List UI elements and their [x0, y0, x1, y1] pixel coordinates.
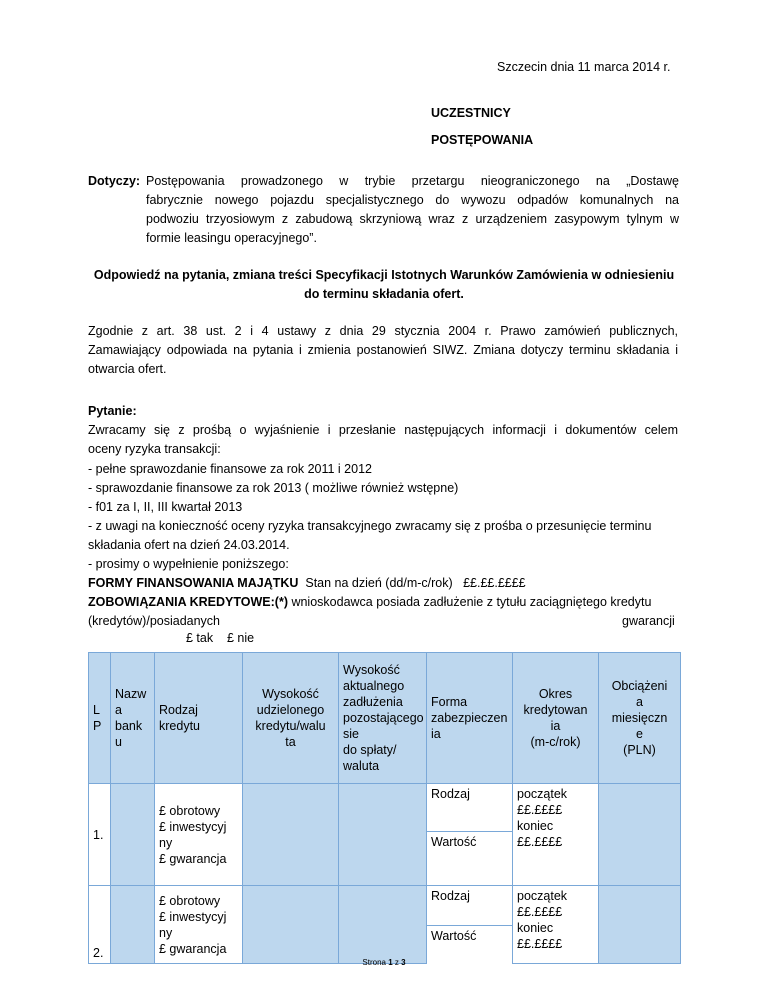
security-type-label: Rodzaj — [427, 886, 513, 926]
page-footer — [0, 958, 768, 967]
outstanding-cell[interactable] — [339, 784, 427, 886]
outstanding-cell[interactable] — [339, 886, 427, 964]
intro-line: Zgodnie z art. 38 ust. 2 i 4 ustawy z dnia 29 stycznia 2004 r. Prawo zamówień publicznych, — [88, 324, 678, 338]
period-cell[interactable] — [513, 886, 599, 964]
question-line: Zwracamy się z prośbą o wyjaśnienie i przesłanie następujących informacji i dokumentów celem — [88, 423, 678, 437]
question-line: - pełne sprawozdanie finansowe za rok 2011 i 2012 — [88, 462, 372, 476]
bank-cell[interactable] — [111, 784, 155, 886]
subject-line: formie leasingu operacyjnego”. — [146, 231, 317, 245]
credit-text: wnioskodawca posiada zadłużenie z tytułu zaciągniętego kredytu — [287, 595, 652, 609]
credit-heading: ZOBOWIĄZANIA KREDYTOWE:(*) — [88, 595, 288, 609]
forms-heading: FORMY FINANSOWANIA MAJĄTKU — [88, 576, 299, 590]
question-label: Pytanie: — [88, 404, 137, 418]
start-label: początek — [517, 787, 568, 801]
security-type-label: Rodzaj — [427, 784, 513, 832]
monthly-cell[interactable] — [599, 784, 681, 886]
recipient-line-1: UCZESTNICY — [431, 106, 511, 120]
question-line: oceny ryzyka transakcji: — [88, 442, 221, 456]
header-granted: Wysokość udzielonego kredytu/walu ta — [243, 653, 339, 784]
forms-line — [88, 576, 678, 590]
period-cell[interactable] — [513, 784, 599, 886]
credit-type-options[interactable]: £ obrotowy £ inwestycyj ny £ gwarancja — [155, 784, 243, 886]
granted-cell[interactable] — [243, 886, 339, 964]
credit-line — [88, 595, 678, 609]
question-line: składania ofert na dzień 24.03.2014. — [88, 538, 290, 552]
question-line: - prosimy o wypełnienie poniższego: — [88, 557, 289, 571]
header-period: Okres kredytowan ia (m-c/rok) — [513, 653, 599, 784]
intro-line: otwarcia ofert. — [88, 362, 167, 376]
yes-no-checkboxes[interactable]: £ tak £ nie — [186, 631, 255, 645]
subject-line: fabrycznie nowego pojazdu specjalistycznego do wywozu odpadów komunalnych na — [146, 193, 679, 207]
monthly-cell[interactable] — [599, 886, 681, 964]
header-type: Rodzaj kredytu — [155, 653, 243, 784]
start-value[interactable]: ££.££££ — [517, 905, 563, 919]
header-security: Forma zabezpieczen ia — [427, 653, 513, 784]
security-value-label: Wartość — [427, 832, 513, 886]
question-line: - f01 za I, II, III kwartał 2013 — [88, 500, 243, 514]
header-monthly: Obciążeni a miesięczn e (PLN) — [599, 653, 681, 784]
table-row — [89, 784, 681, 832]
header-bank: Nazw a bank u — [111, 653, 155, 784]
header-outstanding: Wysokość aktualnego zadłużenia pozostającego sie do spłaty/ waluta — [339, 653, 427, 784]
header-lp: L P — [89, 653, 111, 784]
credit-line-2-right: gwarancji — [622, 614, 675, 628]
table-header-row — [89, 653, 681, 784]
recipient-line-2: POSTĘPOWANIA — [431, 133, 534, 147]
row-lp: 2. — [89, 886, 111, 964]
question-line: - sprawozdanie finansowe za rok 2013 ( możliwe również wstępne) — [88, 481, 459, 495]
security-value-label: Wartość — [427, 926, 513, 964]
question-line: - z uwagi na konieczność oceny ryzyka transakcyjnego zwracamy się z prośba o przesunięcie terminu — [88, 519, 652, 533]
credit-type-options[interactable]: £ obrotowy £ inwestycyj ny £ gwarancja — [155, 886, 243, 964]
place-date: Szczecin dnia 11 marca 2014 r. — [497, 60, 671, 74]
page-number: 1 — [388, 958, 393, 967]
start-value[interactable]: ££.££££ — [517, 803, 563, 817]
subject-label: Dotyczy: — [88, 174, 141, 188]
granted-cell[interactable] — [243, 784, 339, 886]
page-sep: z — [392, 958, 402, 967]
forms-date: Stan na dzień (dd/m-c/rok) ££.££.££££ — [298, 576, 526, 590]
end-value[interactable]: ££.££££ — [517, 835, 563, 849]
subject-line: Postępowania prowadzonego w trybie przetargu nieograniczonego na „Dostawę — [146, 174, 679, 188]
page-total: 3 — [401, 958, 406, 967]
subject-line: podwoziu trzyosiowym z zabudową skrzyniową wraz z urządzeniem zasypowym tylnym w — [146, 212, 679, 226]
end-value[interactable]: ££.££££ — [517, 937, 563, 951]
page-prefix: Strona — [362, 958, 389, 967]
heading-line-1: Odpowiedź na pytania, zmiana treści Specyfikacji Istotnych Warunków Zamówienia w odniesieniu — [93, 268, 675, 282]
credit-table — [88, 652, 681, 964]
credit-line-2: (kredytów)/posiadanych — [88, 614, 221, 628]
intro-line: Zamawiający odpowiada na pytania i zmienia postanowień SIWZ. Zmiana dotyczy terminu składania i — [88, 343, 678, 357]
bank-cell[interactable] — [111, 886, 155, 964]
start-label: początek — [517, 889, 568, 903]
table-row — [89, 886, 681, 926]
end-label: koniec — [517, 921, 554, 935]
heading-line-2: do terminu składania ofert. — [304, 287, 464, 301]
row-lp: 1. — [89, 784, 111, 886]
end-label: koniec — [517, 819, 554, 833]
